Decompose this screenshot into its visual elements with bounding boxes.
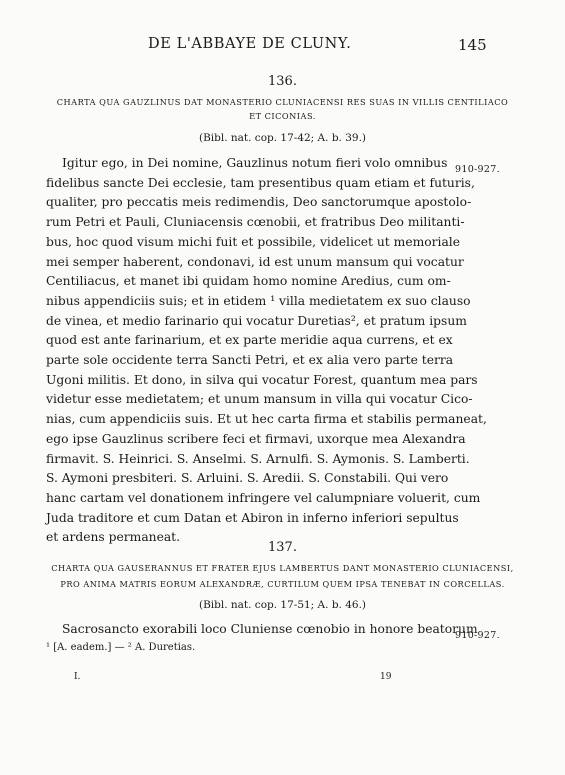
- charter-137-heading-line-2: PRO ANIMA MATRIS EORUM ALEXANDRÆ, CURTILUM QUEM IPSA TENEBAT IN CORCELLAS.: [60, 579, 505, 589]
- signature-mark-right: 19: [380, 672, 392, 682]
- text-line: S. Aymoni presbiteri. S. Arluini. S. Aredii. S. Constabili. Qui vero: [46, 471, 449, 486]
- text-line: qualiter, pro peccatis meis redimendis, Deo sanctorumque apostolo-: [46, 195, 472, 210]
- charter-136-date: 910-927.: [455, 164, 500, 175]
- footnotes: ¹ [A. eadem.] — ² A. Duretias.: [46, 642, 196, 653]
- text-line: Sacrosancto exorabili loco Cluniense cœnobio in honore beatorum: [62, 622, 478, 636]
- text-line: Centiliacus, et manet ibi quidam homo nomine Aredius, cum om-: [46, 274, 451, 289]
- charter-137-text: [46, 620, 478, 640]
- text-line: et ardens permaneat.: [46, 530, 181, 545]
- signature-mark-left: I.: [74, 672, 81, 682]
- charter-136-number: 136.: [268, 74, 297, 89]
- text-line: quod est ante farinarium, et ex parte meridie aqua currens, et ex: [46, 333, 453, 348]
- text-line: Igitur ego, in Dei nomine, Gauzlinus notum fieri volo omnibus: [62, 156, 448, 170]
- text-line: parte sole occidente terra Sancti Petri, et ex alia vero parte terra: [46, 353, 454, 368]
- charter-137-source: (Bibl. nat. cop. 17-51; A. b. 46.): [198, 599, 367, 611]
- charter-137-heading-line-1: CHARTA QUA GAUSERANNUS ET FRATER EJUS LAMBERTUS DANT MONASTERIO CLUNIACENSI,: [51, 563, 514, 573]
- text-line: nibus appendiciis suis; et in etidem ¹ villa medietatem ex suo clauso: [46, 293, 471, 308]
- charter-136-heading-line-2: ET CICONIAS.: [249, 111, 316, 121]
- charter-137-number: 137.: [268, 540, 297, 555]
- text-line: videtur esse medietatem; et unum mansum in villa qui vocatur Cico-: [46, 392, 473, 407]
- text-line: ego ipse Gauzlinus scribere feci et firmavi, uxorque mea Alexandra: [46, 431, 466, 446]
- text-line: de vinea, et medio farinario qui vocatur Duretias², et pratum ipsum: [46, 313, 467, 328]
- charter-136-source: (Bibl. nat. cop. 17-42; A. b. 39.): [198, 132, 367, 144]
- text-line: hanc cartam vel donationem infringere vel calumpniare voluerit, cum: [46, 490, 481, 505]
- charter-136-heading-line-1: CHARTA QUA GAUZLINUS DAT MONASTERIO CLUNIACENSI RES SUAS IN VILLIS CENTILIACO: [56, 97, 509, 107]
- text-line: nias, cum appendiciis suis. Et ut hec carta firma et stabilis permaneat,: [46, 412, 487, 427]
- page-number: 145: [458, 36, 487, 54]
- text-line: bus, hoc quod visum michi fuit et possibile, videlicet ut memoriale: [46, 234, 461, 249]
- text-line: mei semper haberent, condonavi, id est unum mansum qui vocatur: [46, 254, 464, 269]
- text-line: Juda traditore et cum Datan et Abiron in inferno inferiori sepultus: [46, 510, 459, 525]
- text-line: rum Petri et Pauli, Cluniacensis cœnobii, et fratribus Deo militanti-: [46, 215, 465, 230]
- charter-137-date: 910-927.: [455, 630, 500, 641]
- text-line: firmavit. S. Heinrici. S. Anselmi. S. Arnulfi. S. Aymonis. S. Lamberti.: [46, 451, 470, 466]
- text-line: fidelibus sancte Dei ecclesie, tam presentibus quam etiam et futuris,: [46, 175, 475, 190]
- text-line: Ugoni militis. Et dono, in silva qui vocatur Forest, quantum mea pars: [46, 372, 478, 387]
- running-title: DE L'ABBAYE DE CLUNY.: [148, 36, 352, 52]
